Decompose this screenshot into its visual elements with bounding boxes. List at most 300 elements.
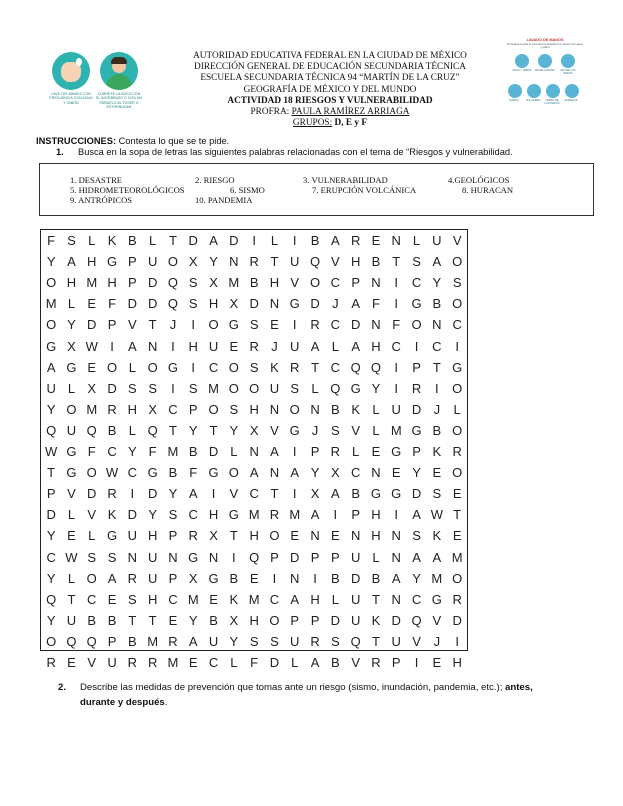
grid-letter[interactable]: D <box>452 612 462 628</box>
grid-letter[interactable]: I <box>110 338 114 354</box>
grid-letter[interactable]: W <box>65 549 78 565</box>
grid-letter[interactable]: R <box>452 591 462 607</box>
grid-letter[interactable]: H <box>371 528 381 544</box>
grid-letter[interactable]: T <box>209 422 218 438</box>
grid-letter[interactable]: R <box>310 633 320 649</box>
grid-letter[interactable]: P <box>331 549 340 565</box>
grid-letter[interactable]: E <box>452 486 462 502</box>
grid-letter[interactable]: I <box>394 359 399 375</box>
grid-letter[interactable]: H <box>249 612 259 628</box>
grid-letter[interactable]: Q <box>66 633 77 649</box>
grid-letter[interactable]: L <box>352 444 360 459</box>
grid-letter[interactable]: Y <box>46 570 56 586</box>
grid-letter[interactable]: X <box>209 528 218 544</box>
grid-letter[interactable]: T <box>371 633 380 649</box>
grid-letter[interactable]: Y <box>168 486 178 502</box>
grid-letter[interactable]: L <box>230 444 238 459</box>
grid-letter[interactable]: N <box>208 549 219 565</box>
grid-letter[interactable]: U <box>290 338 300 354</box>
grid-letter[interactable]: G <box>452 359 463 375</box>
grid-letter[interactable]: D <box>87 317 97 333</box>
grid-letter[interactable]: L <box>67 570 76 586</box>
grid-letter[interactable]: S <box>249 633 259 649</box>
grid-letter[interactable]: X <box>310 486 320 502</box>
grid-letter[interactable]: R <box>188 528 198 544</box>
grid-letter[interactable]: Y <box>148 507 157 523</box>
grid-letter[interactable]: V <box>351 422 360 438</box>
grid-letter[interactable]: S <box>148 380 157 396</box>
grid-letter[interactable]: I <box>171 338 175 354</box>
grid-letter[interactable]: A <box>107 570 117 586</box>
grid-letter[interactable]: T <box>392 254 401 270</box>
grid-letter[interactable]: G <box>370 486 381 502</box>
grid-letter[interactable]: D <box>127 296 138 312</box>
grid-letter[interactable]: H <box>147 528 158 544</box>
grid-letter[interactable]: R <box>147 655 158 670</box>
grid-letter[interactable]: S <box>432 486 442 502</box>
grid-letter[interactable]: A <box>209 233 218 248</box>
grid-letter[interactable]: B <box>371 254 381 270</box>
grid-letter[interactable]: Q <box>46 422 57 438</box>
grid-letter[interactable]: G <box>208 465 219 481</box>
grid-letter[interactable]: Y <box>188 422 198 438</box>
grid-letter[interactable]: R <box>107 401 117 417</box>
grid-letter[interactable]: A <box>67 254 76 270</box>
grid-letter[interactable]: Y <box>310 465 320 481</box>
grid-letter[interactable]: V <box>351 655 360 670</box>
grid-letter[interactable]: N <box>432 317 442 333</box>
grid-letter[interactable]: C <box>411 275 422 291</box>
grid-letter[interactable]: C <box>208 655 219 670</box>
grid-letter[interactable]: V <box>229 486 239 502</box>
grid-letter[interactable]: I <box>394 380 399 396</box>
grid-letter[interactable]: E <box>432 655 442 670</box>
grid-letter[interactable]: X <box>229 296 239 312</box>
grid-letter[interactable]: M <box>187 591 199 607</box>
grid-letter[interactable]: L <box>67 507 76 523</box>
grid-letter[interactable]: R <box>249 254 259 270</box>
grid-letter[interactable]: U <box>208 338 219 354</box>
grid-letter[interactable]: C <box>391 338 401 354</box>
grid-letter[interactable]: U <box>391 633 401 649</box>
grid-letter[interactable]: C <box>168 401 178 417</box>
grid-letter[interactable]: U <box>208 633 219 649</box>
grid-letter[interactable]: X <box>229 612 239 628</box>
grid-letter[interactable]: O <box>46 317 57 333</box>
grid-letter[interactable]: V <box>432 612 442 628</box>
grid-letter[interactable]: T <box>67 591 76 607</box>
grid-letter[interactable]: G <box>106 254 118 270</box>
grid-letter[interactable]: C <box>188 507 198 523</box>
grid-letter[interactable]: T <box>311 359 320 375</box>
grid-letter[interactable]: S <box>188 380 198 396</box>
grid-letter[interactable]: T <box>371 591 380 607</box>
grid-letter[interactable]: R <box>127 655 138 670</box>
grid-letter[interactable]: N <box>147 338 158 354</box>
grid-letter[interactable]: O <box>228 465 239 481</box>
grid-letter[interactable]: O <box>269 528 280 544</box>
grid-letter[interactable]: O <box>208 317 219 333</box>
grid-letter[interactable]: C <box>432 338 442 354</box>
grid-letter[interactable]: I <box>435 380 439 396</box>
grid-letter[interactable]: Y <box>209 254 218 270</box>
grid-letter[interactable]: N <box>229 254 239 270</box>
grid-letter[interactable]: O <box>249 380 260 396</box>
grid-letter[interactable]: B <box>331 655 340 670</box>
grid-letter[interactable]: S <box>188 296 198 312</box>
grid-letter[interactable]: P <box>351 275 360 291</box>
grid-letter[interactable]: V <box>290 275 300 291</box>
grid-letter[interactable]: Y <box>432 275 442 291</box>
grid-letter[interactable]: Y <box>412 570 421 586</box>
grid-letter[interactable]: D <box>411 486 422 502</box>
grid-letter[interactable]: K <box>371 612 381 628</box>
grid-letter[interactable]: S <box>128 591 137 607</box>
grid-letter[interactable]: A <box>128 338 137 354</box>
grid-letter[interactable]: V <box>412 633 421 649</box>
grid-letter[interactable]: R <box>107 486 117 502</box>
grid-letter[interactable]: D <box>330 612 341 628</box>
grid-letter[interactable]: S <box>331 633 340 649</box>
grid-letter[interactable]: I <box>292 233 297 248</box>
grid-letter[interactable]: M <box>289 507 301 523</box>
grid-letter[interactable]: L <box>291 655 299 670</box>
grid-letter[interactable]: N <box>310 528 320 544</box>
grid-letter[interactable]: H <box>249 401 259 417</box>
grid-letter[interactable]: U <box>66 612 77 628</box>
grid-letter[interactable]: U <box>127 528 138 544</box>
grid-letter[interactable]: A <box>412 507 421 523</box>
grid-letter[interactable]: M <box>228 275 240 291</box>
grid-letter[interactable]: D <box>249 296 259 312</box>
grid-letter[interactable]: M <box>86 275 98 291</box>
grid-letter[interactable]: F <box>371 296 380 312</box>
grid-letter[interactable]: A <box>351 338 360 354</box>
grid-letter[interactable]: L <box>88 528 96 544</box>
grid-letter[interactable]: N <box>391 528 401 544</box>
grid-letter[interactable]: S <box>87 549 97 565</box>
grid-letter[interactable]: D <box>107 380 117 396</box>
grid-letter[interactable]: X <box>209 275 218 291</box>
grid-letter[interactable]: T <box>168 233 177 248</box>
grid-letter[interactable]: T <box>47 465 56 481</box>
grid-letter[interactable]: Y <box>229 422 239 438</box>
grid-letter[interactable]: D <box>188 233 198 248</box>
grid-letter[interactable]: F <box>392 317 401 333</box>
grid-letter[interactable]: Y <box>46 254 56 270</box>
grid-letter[interactable]: Q <box>309 254 321 270</box>
grid-letter[interactable]: I <box>414 338 419 354</box>
grid-letter[interactable]: O <box>46 633 57 649</box>
grid-letter[interactable]: N <box>269 465 280 481</box>
grid-letter[interactable]: F <box>108 296 117 312</box>
grid-letter[interactable]: U <box>147 549 158 565</box>
grid-letter[interactable]: B <box>188 444 198 459</box>
grid-letter[interactable]: G <box>66 465 77 481</box>
grid-letter[interactable]: K <box>432 528 442 544</box>
grid-letter[interactable]: A <box>310 655 320 670</box>
grid-letter[interactable]: H <box>147 591 158 607</box>
grid-letter[interactable]: C <box>350 465 361 481</box>
grid-letter[interactable]: U <box>391 401 401 417</box>
grid-letter[interactable]: S <box>67 233 76 248</box>
grid-letter[interactable]: T <box>148 317 157 333</box>
grid-letter[interactable]: I <box>455 338 459 354</box>
grid-letter[interactable]: U <box>350 612 361 628</box>
grid-letter[interactable]: Y <box>46 612 56 628</box>
grid-letter[interactable]: S <box>168 507 178 523</box>
grid-letter[interactable]: I <box>313 570 317 586</box>
grid-letter[interactable]: U <box>269 380 280 396</box>
grid-letter[interactable]: N <box>168 549 178 565</box>
grid-letter[interactable]: Q <box>350 633 361 649</box>
grid-letter[interactable]: O <box>452 254 463 270</box>
grid-letter[interactable]: H <box>87 254 97 270</box>
grid-letter[interactable]: T <box>168 422 177 438</box>
grid-letter[interactable]: V <box>87 507 97 523</box>
grid-letter[interactable]: G <box>188 549 199 565</box>
grid-letter[interactable]: E <box>168 612 178 628</box>
grid-letter[interactable]: X <box>87 380 97 396</box>
grid-letter[interactable]: G <box>289 296 300 312</box>
grid-letter[interactable]: M <box>167 444 179 459</box>
grid-letter[interactable]: X <box>67 338 76 354</box>
grid-letter[interactable]: O <box>208 401 219 417</box>
grid-letter[interactable]: Y <box>188 612 198 628</box>
grid-letter[interactable]: I <box>333 507 338 523</box>
grid-letter[interactable]: A <box>188 486 198 502</box>
grid-letter[interactable]: R <box>310 317 320 333</box>
grid-letter[interactable]: N <box>290 570 300 586</box>
grid-letter[interactable]: L <box>128 422 136 438</box>
grid-letter[interactable]: S <box>412 254 421 270</box>
grid-letter[interactable]: C <box>87 591 97 607</box>
grid-letter[interactable]: P <box>412 444 421 459</box>
grid-letter[interactable]: S <box>331 422 340 438</box>
grid-letter[interactable]: U <box>432 233 442 248</box>
grid-letter[interactable]: E <box>371 444 381 459</box>
grid-letter[interactable]: H <box>208 507 219 523</box>
grid-letter[interactable]: N <box>350 528 361 544</box>
grid-letter[interactable]: P <box>270 549 279 565</box>
grid-letter[interactable]: I <box>191 317 196 333</box>
grid-letter[interactable]: Q <box>249 549 260 565</box>
grid-letter[interactable]: Q <box>370 359 381 375</box>
grid-letter[interactable]: R <box>411 380 422 396</box>
grid-letter[interactable]: G <box>46 338 57 354</box>
grid-letter[interactable]: M <box>45 296 57 312</box>
grid-letter[interactable]: G <box>147 465 158 481</box>
grid-letter[interactable]: Y <box>371 380 381 396</box>
grid-letter[interactable]: D <box>269 655 280 670</box>
grid-letter[interactable]: K <box>270 359 279 375</box>
grid-letter[interactable]: O <box>452 465 463 481</box>
grid-letter[interactable]: L <box>67 296 76 312</box>
grid-letter[interactable]: Y <box>46 528 56 544</box>
grid-letter[interactable]: W <box>430 507 443 523</box>
grid-letter[interactable]: I <box>455 633 459 649</box>
grid-letter[interactable]: I <box>171 380 175 396</box>
grid-letter[interactable]: P <box>168 528 178 544</box>
grid-letter[interactable]: O <box>66 401 77 417</box>
grid-letter[interactable]: G <box>106 528 118 544</box>
grid-letter[interactable]: R <box>452 444 462 459</box>
grid-letter[interactable]: Q <box>46 591 57 607</box>
grid-letter[interactable]: H <box>269 275 280 291</box>
grid-letter[interactable]: G <box>411 296 422 312</box>
grid-letter[interactable]: I <box>191 359 196 375</box>
grid-letter[interactable]: R <box>290 359 300 375</box>
grid-letter[interactable]: V <box>452 233 462 248</box>
grid-letter[interactable]: O <box>452 422 463 438</box>
grid-letter[interactable]: L <box>372 401 380 417</box>
grid-letter[interactable]: F <box>87 444 96 459</box>
grid-letter[interactable]: D <box>290 549 300 565</box>
grid-letter[interactable]: B <box>107 612 117 628</box>
grid-letter[interactable]: O <box>86 570 97 586</box>
grid-letter[interactable]: Q <box>411 612 422 628</box>
grid-letter[interactable]: Y <box>128 444 137 459</box>
grid-letter[interactable]: E <box>87 359 97 375</box>
grid-letter[interactable]: O <box>309 275 321 291</box>
grid-letter[interactable]: N <box>391 233 401 248</box>
grid-letter[interactable]: P <box>391 655 401 670</box>
grid-letter[interactable]: N <box>127 549 138 565</box>
grid-letter[interactable]: B <box>432 296 442 312</box>
grid-letter[interactable]: T <box>453 507 462 523</box>
grid-letter[interactable]: J <box>271 338 278 354</box>
grid-letter[interactable]: U <box>147 570 158 586</box>
grid-letter[interactable]: B <box>249 275 259 291</box>
grid-letter[interactable]: C <box>249 486 259 502</box>
grid-letter[interactable]: S <box>188 275 198 291</box>
grid-letter[interactable]: B <box>209 612 218 628</box>
grid-letter[interactable]: K <box>107 507 117 523</box>
grid-letter[interactable]: G <box>167 359 178 375</box>
grid-letter[interactable]: I <box>252 233 256 248</box>
grid-letter[interactable]: D <box>127 507 138 523</box>
grid-letter[interactable]: C <box>107 444 117 459</box>
grid-letter[interactable]: O <box>452 296 463 312</box>
grid-letter[interactable]: A <box>351 296 360 312</box>
grid-letter[interactable]: P <box>290 612 300 628</box>
grid-letter[interactable]: B <box>331 401 340 417</box>
grid-letter[interactable]: U <box>350 591 361 607</box>
grid-letter[interactable]: N <box>371 275 381 291</box>
grid-letter[interactable]: P <box>107 633 117 649</box>
grid-letter[interactable]: I <box>292 486 297 502</box>
grid-letter[interactable]: R <box>249 338 259 354</box>
grid-letter[interactable]: A <box>46 359 56 375</box>
grid-letter[interactable]: A <box>310 338 320 354</box>
grid-letter[interactable]: M <box>147 633 159 649</box>
grid-letter[interactable]: A <box>331 486 340 502</box>
grid-letter[interactable]: A <box>270 444 279 459</box>
grid-letter[interactable]: O <box>289 401 300 417</box>
grid-letter[interactable]: A <box>331 233 340 248</box>
grid-letter[interactable]: L <box>149 233 157 248</box>
grid-letter[interactable]: I <box>414 655 419 670</box>
grid-letter[interactable]: E <box>87 296 97 312</box>
grid-letter[interactable]: X <box>249 422 259 438</box>
grid-letter[interactable]: P <box>128 275 137 291</box>
grid-letter[interactable]: T <box>229 528 238 544</box>
grid-letter[interactable]: A <box>188 633 198 649</box>
grid-letter[interactable]: C <box>208 359 219 375</box>
grid-letter[interactable]: N <box>371 465 381 481</box>
grid-letter[interactable]: C <box>330 359 341 375</box>
grid-letter[interactable]: U <box>66 422 77 438</box>
grid-letter[interactable]: H <box>350 254 361 270</box>
grid-letter[interactable]: Y <box>412 465 421 481</box>
grid-letter[interactable]: P <box>310 444 320 459</box>
grid-letter[interactable]: F <box>148 444 157 459</box>
grid-letter[interactable]: R <box>46 655 56 670</box>
grid-letter[interactable]: P <box>310 612 320 628</box>
grid-letter[interactable]: O <box>411 317 422 333</box>
grid-letter[interactable]: D <box>46 507 56 523</box>
grid-letter[interactable]: E <box>290 528 300 544</box>
grid-letter[interactable]: G <box>66 444 77 459</box>
grid-letter[interactable]: V <box>128 317 137 333</box>
grid-letter[interactable]: S <box>270 633 279 649</box>
grid-letter[interactable]: K <box>432 444 442 459</box>
grid-letter[interactable]: D <box>350 570 361 586</box>
grid-letter[interactable]: L <box>270 233 279 248</box>
grid-letter[interactable]: P <box>310 549 320 565</box>
grid-letter[interactable]: H <box>371 507 381 523</box>
grid-letter[interactable]: W <box>105 465 119 481</box>
grid-letter[interactable]: B <box>371 570 381 586</box>
grid-letter[interactable]: I <box>232 549 236 565</box>
grid-letter[interactable]: A <box>310 507 320 523</box>
grid-letter[interactable]: H <box>127 401 138 417</box>
grid-letter[interactable]: D <box>229 233 239 248</box>
grid-letter[interactable]: N <box>371 317 381 333</box>
grid-letter[interactable]: O <box>269 612 280 628</box>
grid-letter[interactable]: E <box>371 233 381 248</box>
grid-letter[interactable]: A <box>432 254 442 270</box>
grid-letter[interactable]: K <box>351 401 360 417</box>
grid-letter[interactable]: P <box>128 254 137 270</box>
grid-letter[interactable]: M <box>86 401 98 417</box>
grid-letter[interactable]: Q <box>167 296 178 312</box>
grid-letter[interactable]: G <box>228 507 239 523</box>
grid-letter[interactable]: E <box>229 338 239 354</box>
grid-letter[interactable]: Y <box>46 401 56 417</box>
grid-letter[interactable]: B <box>432 422 442 438</box>
grid-letter[interactable]: O <box>228 359 239 375</box>
grid-letter[interactable]: B <box>107 422 117 438</box>
grid-letter[interactable]: Y <box>67 317 76 333</box>
grid-letter[interactable]: L <box>230 655 238 670</box>
grid-letter[interactable]: U <box>46 380 56 396</box>
grid-letter[interactable]: P <box>412 359 421 375</box>
grid-letter[interactable]: L <box>331 591 339 607</box>
grid-letter[interactable]: C <box>411 591 422 607</box>
grid-letter[interactable]: G <box>66 359 77 375</box>
grid-letter[interactable]: I <box>272 570 277 586</box>
grid-letter[interactable]: B <box>331 570 340 586</box>
grid-letter[interactable]: E <box>67 655 76 670</box>
grid-letter[interactable]: U <box>147 254 158 270</box>
grid-letter[interactable]: A <box>290 465 300 481</box>
grid-letter[interactable]: S <box>412 528 421 544</box>
grid-letter[interactable]: C <box>330 317 341 333</box>
grid-letter[interactable]: F <box>250 655 259 670</box>
grid-letter[interactable]: B <box>128 633 137 649</box>
grid-letter[interactable]: C <box>168 591 178 607</box>
